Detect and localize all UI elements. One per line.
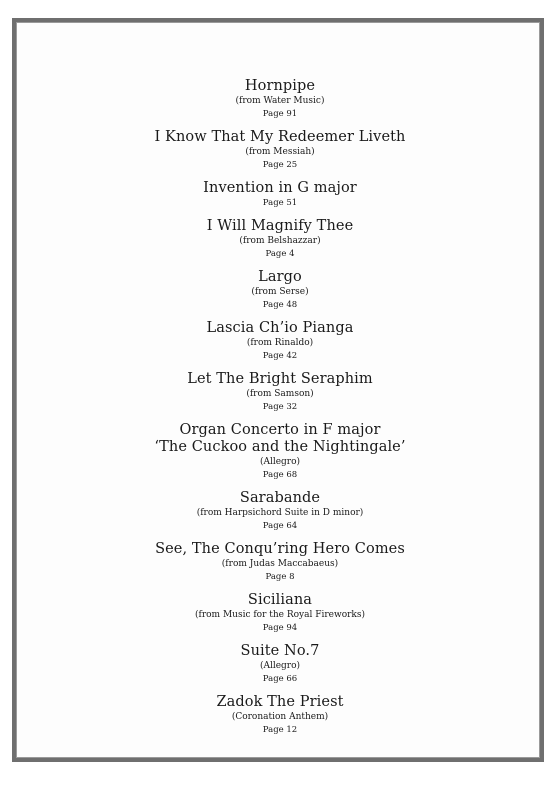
- entry-page-number: Page 64: [262, 521, 298, 531]
- entry-page-number: Page 51: [262, 198, 298, 208]
- entry-title: Hornpipe: [244, 78, 316, 94]
- entry-title: Let The Bright Seraphim: [187, 371, 373, 387]
- entry-source: (from Music for the Royal Fireworks): [194, 610, 366, 620]
- contents-entry-sarabande: [0, 490, 560, 532]
- entry-title: Zadok The Priest: [216, 694, 344, 710]
- entry-source: (from Samson): [246, 389, 314, 399]
- entry-title: Lascia Ch’io Pianga: [206, 320, 354, 336]
- entry-title: See, The Conqu’ring Hero Comes: [155, 541, 405, 557]
- entry-page-number: Page 32: [262, 402, 298, 412]
- entry-source: (from Messiah): [245, 147, 315, 157]
- entry-title: Sarabande: [239, 490, 321, 506]
- entry-source: (from Water Music): [235, 96, 325, 106]
- entry-page-number: Page 48: [262, 300, 298, 310]
- entry-page-number: Page 4: [265, 249, 295, 259]
- contents-entry-invention: [0, 180, 560, 209]
- entry-title: I Will Magnify Thee: [206, 218, 354, 234]
- contents-entry-seraphim: [0, 371, 560, 413]
- entry-page-number: Page 12: [262, 725, 298, 735]
- entry-page-number: Page 94: [262, 623, 298, 633]
- entry-title: I Know That My Redeemer Liveth: [154, 129, 406, 145]
- entry-subtitle: ‘The Cuckoo and the Nightingale’: [154, 439, 406, 455]
- contents-entry-redeemer: [0, 129, 560, 171]
- contents-list: [0, 78, 560, 745]
- entry-title: Largo: [258, 269, 302, 285]
- entry-page-number: Page 25: [262, 160, 298, 170]
- contents-entry-organ-concerto: [0, 422, 560, 481]
- entry-title: Organ Concerto in F major: [179, 422, 381, 438]
- contents-entry-hornpipe: [0, 78, 560, 120]
- entry-page-number: Page 66: [262, 674, 298, 684]
- contents-entry-zadok: [0, 694, 560, 736]
- entry-source: (from Belshazzar): [239, 236, 321, 246]
- contents-entry-suite: [0, 643, 560, 685]
- entry-page-number: Page 91: [262, 109, 298, 119]
- entry-title: Siciliana: [247, 592, 313, 608]
- contents-entry-largo: [0, 269, 560, 311]
- entry-source: (from Rinaldo): [246, 338, 314, 348]
- contents-entry-siciliana: [0, 592, 560, 634]
- entry-source: (from Serse): [251, 287, 309, 297]
- entry-source: (from Harpsichord Suite in D minor): [196, 508, 364, 518]
- entry-page-number: Page 8: [265, 572, 295, 582]
- contents-entry-magnify: [0, 218, 560, 260]
- entry-title: Invention in G major: [203, 180, 357, 196]
- entry-page-number: Page 42: [262, 351, 298, 361]
- entry-page-number: Page 68: [262, 470, 298, 480]
- entry-source: (from Judas Maccabaeus): [221, 559, 339, 569]
- contents-entry-lascia: [0, 320, 560, 362]
- entry-title: Suite No.7: [240, 643, 320, 659]
- entry-source: (Coronation Anthem): [231, 712, 329, 722]
- contents-entry-hero: [0, 541, 560, 583]
- entry-source: (Allegro): [259, 457, 301, 467]
- entry-source: (Allegro): [259, 661, 301, 671]
